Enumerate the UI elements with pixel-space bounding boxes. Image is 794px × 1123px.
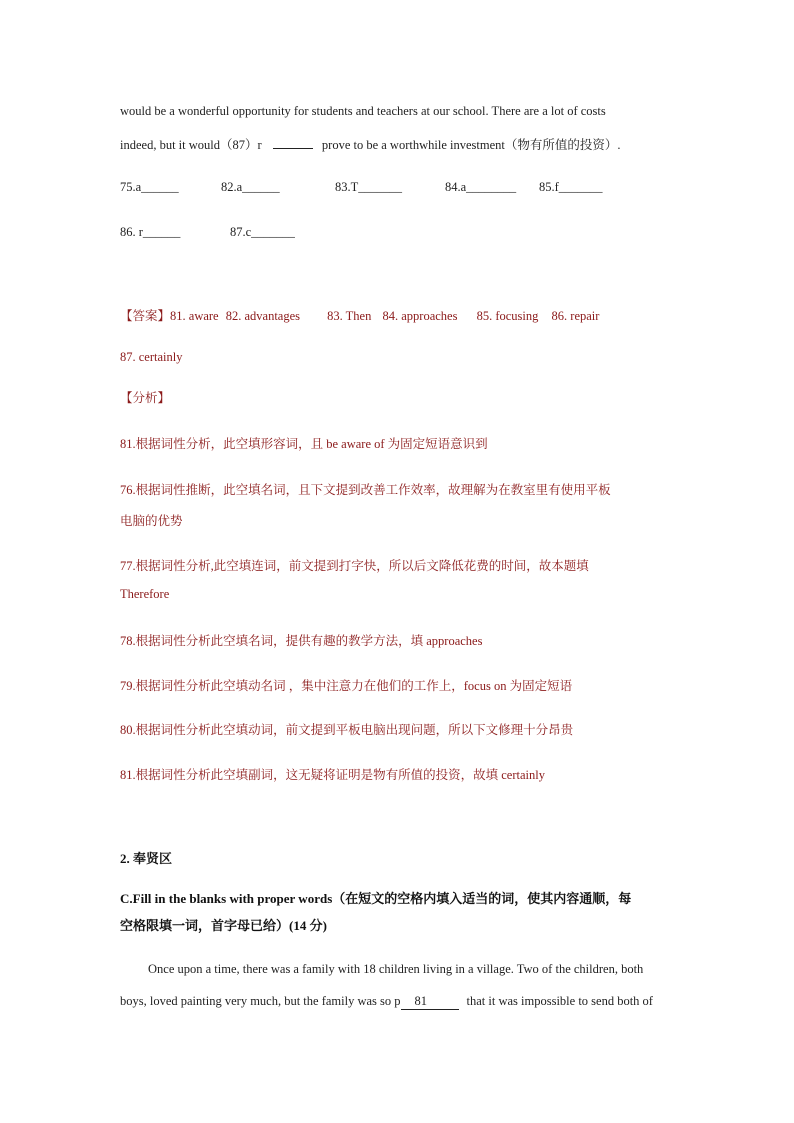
blank-86: 86. r______ (120, 225, 181, 239)
passage-line-1: would be a wonderful opportunity for students and teachers at our school. There are a lot of costs (120, 104, 606, 118)
blank-85: 85.f_______ (539, 180, 603, 194)
answer-83: 83. Then (327, 309, 372, 323)
story-line-1: Once upon a time, there was a family with 18 children living in a village. Two of the children, both (148, 962, 644, 976)
answer-82: 82. advantages (225, 309, 301, 323)
blank-87-item: 87.c_______ (230, 225, 295, 239)
analysis-line: 电脑的优势 (120, 514, 183, 528)
analysis-line: 81.根据词性分析此空填副词，这无疑将证明是物有所值的投资，故填 certainly (120, 768, 545, 782)
answer-line (120, 306, 599, 324)
blank-87 (273, 136, 313, 149)
answer-label: 【答案】 (120, 309, 171, 323)
answer-86: 86. repair (551, 309, 600, 323)
story-line-2 (120, 994, 653, 1010)
blank-84: 84.a________ (445, 180, 517, 194)
analysis-line: 80.根据词性分析此空填动词，前文提到平板电脑出现问题，所以下文修理十分昂贵 (120, 723, 574, 737)
blank-83: 83.T_______ (335, 180, 403, 194)
analysis-line: 78.根据词性分析此空填名词，提供有趣的教学方法，填 approaches (120, 634, 483, 648)
passage-line-2-end: prove to be a worthwhile investment（物有所值的投资）. (321, 138, 621, 152)
instruction-line-1: C.Fill in the blanks with proper words（在短文的空格内填入适当的词，使其内容通顺，每 (120, 891, 632, 906)
blank-82: 82.a______ (221, 180, 280, 194)
answer-81: 81. aware (170, 309, 219, 323)
instruction-line-2: 空格限填一词，首字母已给）(14 分) (120, 918, 327, 933)
analysis-line: 76.根据词性推断，此空填名词，且下文提到改善工作效率，故理解为在教室里有使用平板 (120, 483, 611, 497)
analysis-line: 77.根据词性分析,此空填连词，前文提到打字快，所以后文降低花费的时间，故本题填 (120, 559, 589, 573)
passage-line-2-start: indeed, but it would（87）r (120, 138, 262, 152)
analysis-line: 81.根据词性分析，此空填形容词，且 be aware of 为固定短语意识到 (120, 437, 488, 451)
story-line-2-start: boys, loved painting very much, but the family was so p (120, 994, 401, 1008)
analysis-label: 【分析】 (120, 391, 171, 405)
answer-87: 87. certainly (120, 350, 183, 364)
story-line-2-end: that it was impossible to send both of (466, 994, 653, 1008)
answer-84: 84. approaches (382, 309, 458, 323)
blank-75: 75.a______ (120, 180, 179, 194)
blank-81: 81 (401, 994, 459, 1010)
analysis-line: Therefore (120, 587, 170, 601)
section-heading: 2. 奉贤区 (120, 851, 173, 866)
answer-85: 85. focusing (476, 309, 539, 323)
analysis-line: 79.根据词性分析此空填动名词 ，集中注意力在他们的工作上，focus on 为固定短语 (120, 679, 573, 693)
passage-line-2 (120, 135, 620, 153)
